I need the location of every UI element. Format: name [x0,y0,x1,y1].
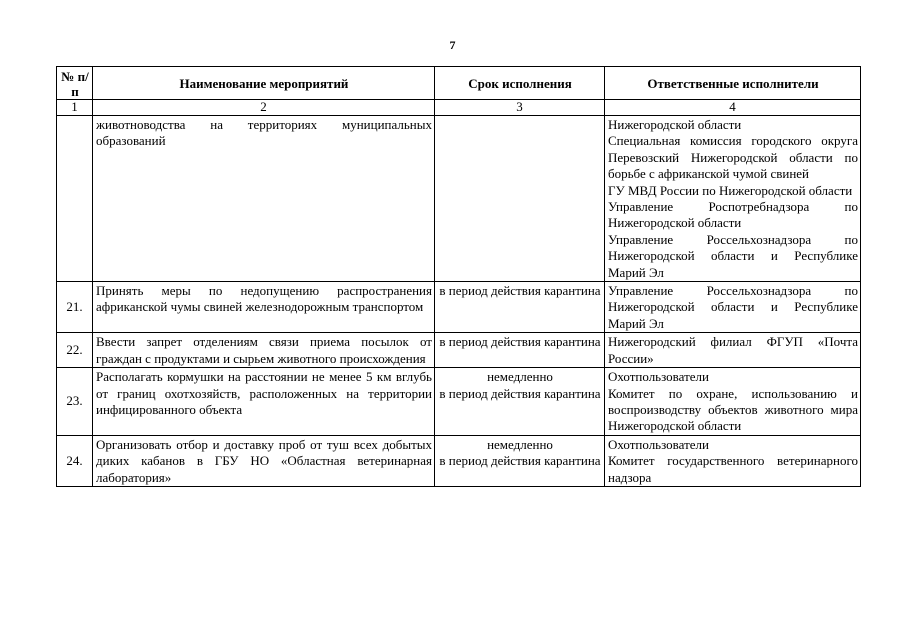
row-number: 23. [57,368,93,436]
row-number [57,116,93,282]
measure-responsible [605,116,861,282]
responsible-line: Охотпользователи [608,436,709,452]
row-number: 21. [57,282,93,333]
column-number: 2 [93,100,435,116]
header-resp: Ответственные исполнители [605,67,861,100]
column-number: 4 [605,100,861,116]
measure-name: Принять меры по недопущению распространения африканской чумы свиней железнодорожным транспортом [93,282,435,333]
page-number: 7 [449,38,456,52]
measure-name: животноводства на территориях муниципальных образований [93,116,435,282]
measure-name: Располагать кормушки на расстоянии не менее 5 км вглубь от границ охотхозяйств, расположенных на территории инфицированного объекта [93,368,435,436]
table-row [57,282,861,333]
row-number: 22. [57,333,93,368]
measure-responsible [605,282,861,333]
term-line: в период действия карантина [439,283,601,299]
table-row [57,368,861,436]
measure-responsible [605,435,861,486]
table-row [57,116,861,282]
responsible-line: ГУ МВД России по Нижегородской области [608,182,853,198]
measures-table [56,66,861,487]
measure-responsible [605,333,861,368]
table-header-row [57,67,861,100]
responsible-line: Комитет государственного ветеринарного надзора [608,453,858,485]
responsible-line: Комитет по охране, использованию и воспроизводству объектов животного мира Нижегородской области [608,385,858,434]
column-number: 1 [57,100,93,116]
term-line: немедленно [487,369,553,385]
measure-term [435,116,605,282]
measure-term [435,435,605,486]
measure-term [435,368,605,436]
measure-responsible [605,368,861,436]
row-number: 24. [57,435,93,486]
term-line: немедленно [487,436,553,452]
column-numbers-row [57,100,861,116]
header-num: № п/п [57,67,93,100]
table-row [57,333,861,368]
responsible-line: Охотпользователи [608,369,709,385]
responsible-line: Специальная комиссия городского округа Перевозский Нижегородской области по борьбе с африканской чумой свиней [608,133,858,182]
header-name: Наименование мероприятий [93,67,435,100]
responsible-line: Управление Россельхознадзора по Нижегородской области и Республике Марий Эл [608,231,858,280]
term-line: в период действия карантина [439,385,601,401]
responsible-line: Нижегородской области [608,117,742,132]
measure-name: Ввести запрет отделениям связи приема посылок от граждан с продуктами и сырьем животного происхождения [93,333,435,368]
column-number: 3 [435,100,605,116]
term-line: в период действия карантина [439,334,601,350]
term-line: в период действия карантина [439,453,601,469]
responsible-line: Нижегородский филиал ФГУП «Почта России» [608,334,858,366]
measure-name: Организовать отбор и доставку проб от туш всех добытых диких кабанов в ГБУ НО «Областная ветеринарная лаборатория» [93,435,435,486]
responsible-line: Управление Россельхознадзора по Нижегородской области и Республике Марий Эл [608,283,858,331]
responsible-line: Управление Роспотребнадзора по Нижегородской области [608,199,858,231]
header-term: Срок исполнения [435,67,605,100]
measure-term [435,333,605,368]
table-row [57,435,861,486]
measure-term [435,282,605,333]
